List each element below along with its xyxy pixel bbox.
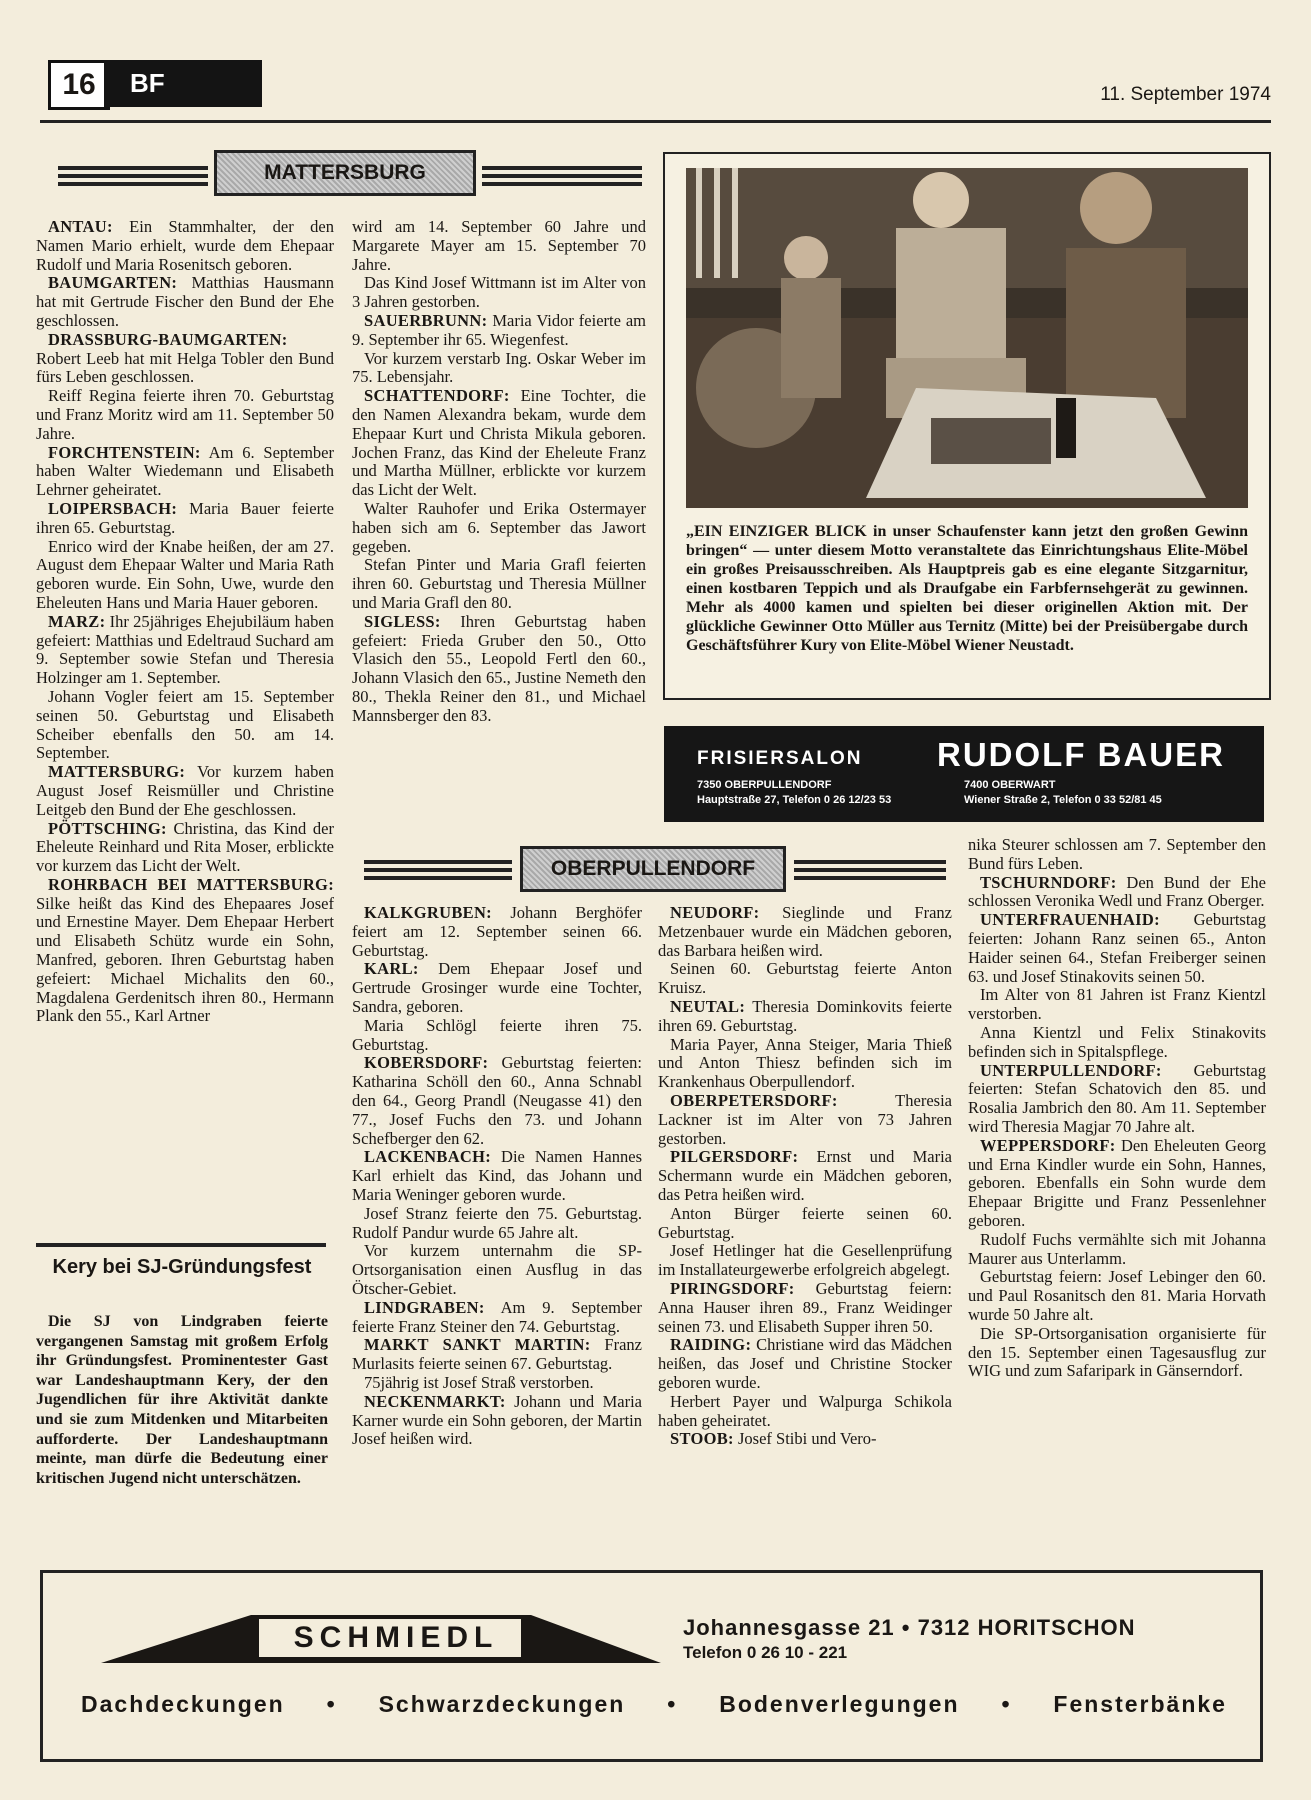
ad-frisiersalon-name: RUDOLF BAUER: [937, 736, 1225, 773]
news-text: Ihren Geburtstag haben gefeiert: Frieda Gruber den 50., Otto Vlasich den 55., Leopold Fertl den 60., Johann Vlasich den 65., Justine Nemeth den 80., Thekla Reiner den 81., und Michael Mannsberger den 83.: [352, 611, 646, 725]
ad-frisiersalon-location-2: 7400 OBERWART: [964, 779, 1056, 791]
photo-caption: „EIN EINZIGER BLICK in unser Schaufenster kann jetzt den großen Gewinn bringen“ — unter diesem Motto veranstaltete das Einrichtungshaus Elite-Möbel ein großes Preisausschreiben. Als Hauptpreis gab es eine elegante Sitzgarnitur, einen kostbaren Teppich und als Draufgabe ein Farbfernsehgerät zu gewinnen. Mehr als 4000 kamen und spielten bei dieser originellen Aktion mit. Der glückliche Gewinner Otto Müller aus Ternitz (Mitte) bei der Preisübergabe durch Geschäftsführer Kury von Elite-Möbel Wiener Neustadt.: [686, 523, 1248, 654]
news-text: 75jährig ist Josef Straß verstorben.: [364, 1372, 594, 1392]
place-name: SIGLESS:: [364, 611, 441, 631]
schmiedl-phone: Telefon 0 26 10 - 221: [683, 1643, 848, 1662]
news-text: Christina, das Kind der Eheleute Reinhard und Rita Moser, erblickte vor kurzem das Licht der Welt.: [36, 818, 334, 876]
place-name: KALKGRUBEN:: [364, 903, 492, 922]
page-number: 16: [48, 60, 110, 110]
service-item: Dachdeckungen: [81, 1691, 285, 1717]
news-text: Den Eheleuten Georg und Erna Kindler wurde ein Sohn, Hannes, geboren. Ebenfalls ein Sohn wurde dem Ehepaar Brigitte und Franz Pessenlehner geboren.: [968, 1135, 1266, 1230]
news-item: [352, 218, 646, 274]
news-item: [658, 1430, 952, 1449]
news-text: Johann Berghöfer feiert am 12. September seinen 66. Geburtstag.: [352, 903, 642, 960]
service-item: Schwarzdeckungen: [378, 1691, 626, 1717]
news-item: [352, 500, 646, 556]
separator-dot: •: [326, 1691, 337, 1717]
news-item: [968, 836, 1266, 874]
news-text: Die SP-Ortsorganisation organisierte für den 15. September einen Tagesausflug zur WIG und zum Safaripark in Gänserndorf.: [968, 1323, 1266, 1381]
place-name: FORCHTENSTEIN:: [48, 442, 201, 462]
header-rule: [40, 120, 1271, 123]
news-text: Maria Schlögl feierte ihren 75. Geburtstag.: [352, 1015, 642, 1054]
news-text: Silke heißt das Kind des Ehepaares Josef und Ernestine Mayer. Dem Ehepaar Herbert und Elisabeth Schütz wurde ein Sohn, Manfred, geboren. Ihren Geburtstag haben gefeiert: Michael Michalits den 60., Magdalena Gerdenitsch ihren 80., Hermann Plank den 55., Karl Artner: [36, 893, 334, 1026]
section-title-oberpullendorf: OBERPULLENDORF: [520, 846, 786, 892]
news-item: [658, 960, 952, 998]
news-text: Dem Ehepaar Josef und Gertrude Grosinger wurde eine Tochter, Sandra, geboren.: [352, 959, 642, 1016]
news-text: Josef Stibi und Vero-: [733, 1429, 877, 1449]
news-item: [658, 1092, 952, 1148]
place-name: OBERPETERSDORF:: [670, 1090, 838, 1110]
news-text: Geburtstag feiern: Josef Lebinger den 60. und Paul Rosanitsch den 81. Maria Horvath wurde 50 Jahre alt.: [968, 1267, 1266, 1324]
news-text: Walter Rauhofer und Erika Ostermayer haben sich am 6. September das Jawort gegeben.: [352, 498, 646, 556]
schmiedl-logo: SCHMIEDL: [293, 1621, 499, 1654]
news-item: [352, 1393, 642, 1449]
news-text: Am 6. September haben Walter Wiedemann und Elisabeth Lehrner geheiratet.: [36, 442, 334, 500]
news-text: Reiff Regina feierte ihren 70. Geburtstag und Franz Moritz wird am 11. September 50 Jahre.: [36, 386, 334, 443]
news-text: Die Namen Hannes Karl erhielt das Kind, das Johann und Maria Weninger geboren wurde.: [352, 1147, 642, 1204]
issue-date: 11. September 1974: [1100, 84, 1271, 105]
news-text: Matthias Hausmann hat mit Gertrude Fischer den Bund der Ehe geschlossen.: [36, 273, 334, 330]
news-item: [36, 820, 334, 876]
news-text: Ein Stammhalter, der den Namen Mario erhielt, wurde dem Ehepaar Rudolf und Maria Rosenitsch geboren.: [36, 217, 334, 274]
news-item: [352, 1242, 642, 1298]
place-name: MATTERSBURG:: [48, 762, 186, 782]
news-item: [36, 444, 334, 500]
news-item: [658, 1205, 952, 1243]
place-name: NECKENMARKT:: [364, 1391, 506, 1411]
service-item: Bodenverlegungen: [719, 1691, 960, 1717]
news-item: [658, 1242, 952, 1280]
news-item: [36, 876, 334, 1026]
separator-dot: •: [1001, 1691, 1012, 1717]
news-item: [968, 1268, 1266, 1324]
service-item: Fensterbänke: [1053, 1691, 1227, 1717]
ad-frisiersalon-location-1: 7350 OBERPULLENDORF: [697, 779, 832, 791]
news-item: [352, 274, 646, 312]
news-text: Josef Hetlinger hat die Gesellenprüfung im Installateurgewerbe erfolgreich abgelegt.: [658, 1241, 952, 1280]
news-item: [352, 387, 646, 500]
place-name: MARKT SANKT MARTIN:: [364, 1335, 591, 1355]
news-item: [36, 274, 334, 330]
sidebar-body: Die SJ von Lindgraben feierte vergangenen Samstag mit großem Erfolg ihr Gründungsfest. Prominentester Gast war Landeshauptmann Kery, der den Jugendlichen für ihre Aktivität dankte und sie zum Mitdenken und Mitarbeiten aufforderte. Der Landeshauptmann meinte, man dürfe die Bedeutung einer kritischen Jugend nicht unterschätzen.: [36, 1313, 328, 1487]
news-text: Geburtstag feierten: Stefan Schatovich den 85. und Rosalia Jambrich den 80. Am 11. September wird Theresia Magjar 70 Jahre alt.: [968, 1060, 1266, 1136]
place-name: NEUTAL:: [670, 996, 746, 1016]
news-text: Geburtstag feiern: Anna Hauser ihren 89., Franz Weidinger seinen 73. und Elisabeth Supper ihren 50.: [658, 1278, 952, 1336]
news-text: Robert Leeb hat mit Helga Tobler den Bund fürs Leben geschlossen.: [36, 348, 334, 387]
news-text: Maria Payer, Anna Steiger, Maria Thieß und Anton Thiesz befinden sich im Krankenhaus Oberpullendorf.: [658, 1034, 952, 1092]
place-name: PILGERSDORF:: [670, 1147, 799, 1167]
news-item: [352, 1054, 642, 1148]
news-item: [658, 1393, 952, 1431]
place-name: NEUDORF:: [670, 903, 760, 922]
place-name: TSCHURNDORF:: [980, 872, 1117, 892]
news-item: [658, 1336, 952, 1392]
news-item: [658, 1148, 952, 1204]
place-name: ROHRBACH BEI MATTERSBURG:: [48, 874, 334, 894]
schmiedl-services: [81, 1691, 1227, 1718]
news-item: [968, 1024, 1266, 1062]
news-photo: [686, 168, 1248, 508]
news-text: Geburtstag feierten: Katharina Schöll den 60., Anna Schnabl den 64., Georg Prandl (Neugasse 41) den 77., Josef Fuchs den 73. und Johann Schefberger den 62.: [352, 1053, 642, 1148]
news-item: [352, 904, 642, 960]
news-text: Vor kurzem unternahm die SP-Ortsorganisation einen Ausflug in das Ötscher-Gebiet.: [352, 1241, 642, 1298]
news-item: [36, 331, 334, 387]
news-text: Vor kurzem haben August Josef Reismüller und Christine Leitgeb den Bund der Ehe geschlossen.: [36, 762, 334, 819]
news-item: [352, 556, 646, 612]
ad-schmiedl: [40, 1570, 1263, 1762]
place-name: PIRINGSDORF:: [670, 1278, 795, 1298]
news-item: [352, 960, 642, 1016]
mattersburg-column-1: [36, 218, 334, 1026]
news-text: Franz Murlasits feierte seinen 67. Geburtstag.: [352, 1335, 643, 1374]
place-name: LACKENBACH:: [364, 1147, 492, 1167]
section-rule-left-2: [364, 860, 512, 880]
news-text: wird am 14. September 60 Jahre und Margarete Mayer am 15. September 70 Jahre.: [352, 217, 646, 274]
news-item: [352, 613, 646, 726]
news-item: [352, 350, 646, 388]
news-text: Enrico wird der Knabe heißen, der am 27. August dem Ehepaar Walter und Maria Rath geboren wurde. Ein Sohn, Uwe, wurde den Eheleuten Hans und Maria Hauer geboren.: [36, 536, 334, 612]
news-text: Rudolf Fuchs vermählte sich mit Johanna Maurer aus Unterlamm.: [968, 1229, 1266, 1268]
place-name: DRASSBURG-BAUMGARTEN:: [48, 329, 288, 349]
schmiedl-address: Johannesgasse 21 • 7312 HORITSCHON: [683, 1615, 1136, 1640]
news-text: Das Kind Josef Wittmann ist im Alter von 3 Jahren gestorben.: [352, 273, 646, 312]
news-text: Sieglinde und Franz Metzenbauer wurde ein Mädchen geboren, das Barbara heißen wird.: [658, 903, 952, 960]
place-name: PÖTTSCHING:: [48, 818, 167, 838]
section-label: BF: [104, 60, 262, 107]
place-name: UNTERFRAUENHAID:: [980, 910, 1160, 930]
news-item: [658, 998, 952, 1036]
news-item: [36, 688, 334, 763]
news-text: Johann Vogler feiert am 15. September seinen 50. Geburtstag und Elisabeth Scheiber ebenfalls den 50. am 14. September.: [36, 686, 334, 763]
news-text: Anton Bürger feierte seinen 60. Geburtstag.: [658, 1203, 952, 1242]
sidebar-rule: [36, 1243, 326, 1247]
news-text: Stefan Pinter und Maria Grafl feierten ihren 60. Geburtstag und Theresia Müllner und Maria Grafl den 80.: [352, 555, 646, 612]
news-text: Vor kurzem verstarb Ing. Oskar Weber im 75. Lebensjahr.: [352, 348, 646, 387]
news-item: [352, 1148, 642, 1204]
news-item: [36, 387, 334, 443]
news-text: nika Steurer schlossen am 7. September den Bund fürs Leben.: [968, 835, 1266, 873]
news-item: [968, 1062, 1266, 1137]
news-text: Anna Kientzl und Felix Stinakovits befinden sich in Spitalspflege.: [968, 1022, 1266, 1061]
news-text: Maria Bauer feierte ihren 65. Geburtstag.: [36, 498, 334, 537]
news-item: [36, 500, 334, 538]
section-title-mattersburg: MATTERSBURG: [214, 150, 476, 196]
place-name: RAIDING:: [670, 1335, 752, 1355]
section-rule-left: [58, 166, 208, 186]
news-item: [36, 613, 334, 688]
news-text: Josef Stranz feierte den 75. Geburtstag. Rudolf Pandur wurde 65 Jahre alt.: [352, 1203, 642, 1242]
place-name: STOOB:: [670, 1429, 734, 1449]
ad-frisiersalon-label: FRISIERSALON: [697, 748, 863, 769]
news-item: [352, 1299, 642, 1337]
oberpullendorf-column-2: [658, 904, 952, 1449]
news-item: [352, 1205, 642, 1243]
section-rule-right: [482, 166, 642, 186]
news-text: Ihr 25jähriges Ehejubiläum haben gefeiert: Matthias und Edeltraud Suchard am 9. September sowie Stefan und Theresia Holzinger am 1. September.: [36, 611, 334, 688]
news-item: [658, 1036, 952, 1092]
mattersburg-column-2: [352, 218, 646, 726]
separator-dot: •: [667, 1691, 678, 1717]
news-item: [968, 986, 1266, 1024]
news-text: Den Bund der Ehe schlossen Veronika Wedl und Franz Oberger.: [968, 872, 1266, 911]
news-item: [658, 904, 952, 960]
place-name: MARZ:: [48, 611, 106, 631]
news-item: [352, 1374, 642, 1393]
news-text: Am 9. September feierte Franz Steiner den 74. Geburtstag.: [352, 1297, 642, 1336]
news-item: [968, 1231, 1266, 1269]
news-item: [968, 1325, 1266, 1381]
news-text: Geburtstag feierten: Johann Ranz seinen 65., Anton Haider seinen 64., Stefan Freiberger seinen 63. und Josef Stinakovits seinen 50.: [968, 910, 1266, 986]
news-text: Herbert Payer und Walpurga Schikola haben geheiratet.: [658, 1391, 952, 1430]
news-item: [352, 1336, 642, 1374]
news-item: [36, 763, 334, 819]
oberpullendorf-column-1: [352, 904, 642, 1449]
news-text: Eine Tochter, die den Namen Alexandra bekam, wurde dem Ehepaar Kurt und Christa Mikula geboren. Jochen Franz, das Kind der Eheleute Franz und Martha Müllner, erblickte vor kurzem das Licht der Welt.: [352, 386, 646, 500]
sidebar-headline: Kery bei SJ-Gründungsfest: [52, 1256, 312, 1278]
news-text: Theresia Lackner ist im Alter von 73 Jahren gestorben.: [658, 1090, 952, 1148]
news-item: [968, 874, 1266, 912]
news-text: Im Alter von 81 Jahren ist Franz Kientzl verstorben.: [968, 985, 1266, 1024]
news-text: Maria Vidor feierte am 9. September ihr 65. Wiegenfest.: [352, 310, 646, 349]
place-name: WEPPERSDORF:: [980, 1135, 1116, 1155]
news-text: Ernst und Maria Schermann wurde ein Mädchen geboren, das Petra heißen wird.: [658, 1147, 952, 1204]
news-item: [968, 1137, 1266, 1231]
news-item: [352, 1017, 642, 1055]
place-name: ANTAU:: [48, 217, 113, 236]
news-text: Johann und Maria Karner wurde ein Sohn geboren, der Martin Josef heißen wird.: [352, 1391, 642, 1449]
news-item: [36, 218, 334, 274]
place-name: LOIPERSBACH:: [48, 498, 178, 518]
place-name: SCHATTENDORF:: [364, 386, 510, 406]
news-text: Theresia Dominkovits feierte ihren 69. Geburtstag.: [658, 996, 952, 1035]
ad-frisiersalon-address-2: Wiener Straße 2, Telefon 0 33 52/81 45: [964, 794, 1162, 806]
ad-frisiersalon-address-1: Hauptstraße 27, Telefon 0 26 12/23 53: [697, 794, 892, 806]
place-name: KARL:: [364, 959, 419, 979]
ad-frisiersalon: [664, 726, 1264, 822]
oberpullendorf-column-3: [968, 836, 1266, 1381]
section-rule-right-2: [794, 860, 946, 880]
news-item: [968, 911, 1266, 986]
news-item: [658, 1280, 952, 1336]
place-name: SAUERBRUNN:: [364, 310, 488, 330]
place-name: KOBERSDORF:: [364, 1053, 489, 1073]
news-text: Christiane wird das Mädchen heißen, das Josef und Christine Stocker geboren wurde.: [658, 1335, 952, 1392]
place-name: LINDGRABEN:: [364, 1297, 485, 1317]
place-name: BAUMGARTEN:: [48, 273, 178, 293]
news-item: [352, 312, 646, 350]
news-item: [36, 538, 334, 613]
news-text: Seinen 60. Geburtstag feierte Anton Kruisz.: [658, 959, 952, 998]
place-name: UNTERPULLENDORF:: [980, 1060, 1162, 1080]
